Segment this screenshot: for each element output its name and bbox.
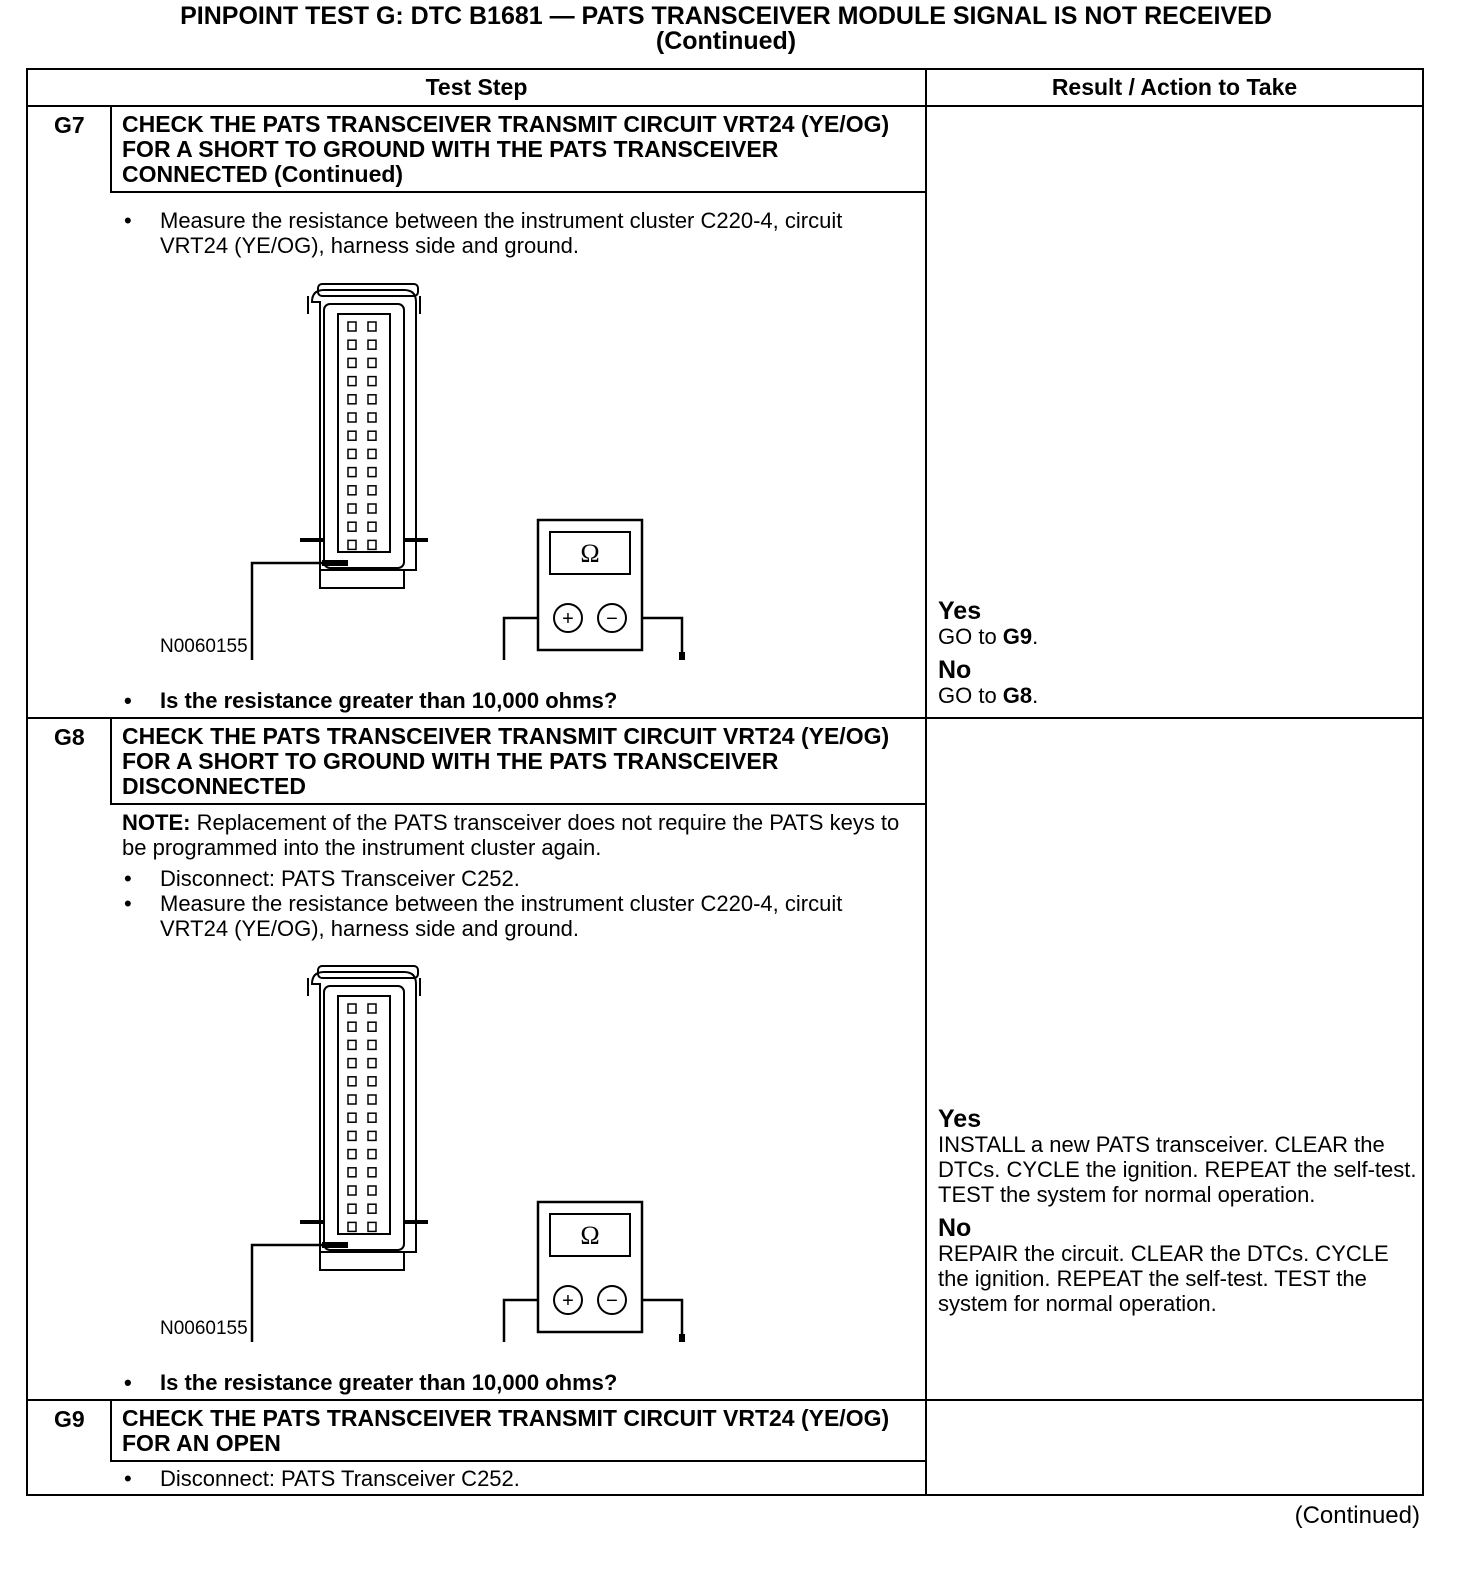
- header-result-action: Result / Action to Take: [1051, 74, 1298, 100]
- multimeter: [538, 520, 642, 650]
- connector-pin: [368, 449, 376, 458]
- g7-result: [938, 598, 1418, 708]
- g8-yes-label: Yes: [938, 1105, 982, 1133]
- footer-continued: (Continued): [1294, 1502, 1420, 1529]
- connector-pin: [368, 1113, 376, 1122]
- connector-pin: [368, 1022, 376, 1031]
- connector-pin: [368, 340, 376, 349]
- g7-no-label: No: [938, 656, 972, 684]
- connector-pin: [348, 1059, 356, 1068]
- connector-pin: [348, 1113, 356, 1122]
- step-body-g7: [122, 208, 902, 258]
- g8-question: • Is the resistance greater than 10,000 ohms?: [122, 1370, 902, 1395]
- connector-pin: [348, 1168, 356, 1177]
- connector-pin: [368, 413, 376, 422]
- connector-pin: [348, 1040, 356, 1049]
- connector-pin: [368, 431, 376, 440]
- id-divider-g8: [110, 718, 112, 804]
- plus-terminal: +: [562, 1290, 574, 1312]
- connector-pin: [348, 1186, 356, 1195]
- title-line-2: (Continued): [655, 27, 797, 55]
- g7-figure-id: N0060155: [160, 636, 248, 657]
- connector-c220: [300, 284, 428, 588]
- step-id-g7: G7: [54, 112, 85, 138]
- connector-pin: [348, 377, 356, 386]
- connector-c220: [300, 966, 428, 1270]
- connector-pin: [368, 1204, 376, 1213]
- connector-pin: [348, 395, 356, 404]
- connector-pin: [368, 377, 376, 386]
- ohm-symbol: Ω: [580, 1221, 600, 1250]
- id-divider-g7: [110, 106, 112, 192]
- minus-terminal: −: [606, 1290, 618, 1312]
- g8-title-divider: [110, 803, 925, 805]
- connector-pin: [368, 504, 376, 513]
- connector-pin: [348, 431, 356, 440]
- connector-pin: [348, 522, 356, 531]
- column-divider: [925, 70, 927, 1494]
- connector-pin: [368, 1095, 376, 1104]
- connector-pin: [368, 1168, 376, 1177]
- step-title-g8: CHECK THE PATS TRANSCEIVER TRANSMIT CIRCUIT VRT24 (YE/OG) FOR A SHORT TO GROUND WITH THE PATS TRANSCEIVER DISCONNECTED: [122, 723, 890, 799]
- connector-pin: [348, 322, 356, 331]
- g8-no-action: REPAIR the circuit. CLEAR the DTCs. CYCLE the ignition. REPEAT the self-test. TEST the system for normal operation.: [938, 1241, 1389, 1316]
- connector-pin: [368, 1040, 376, 1049]
- header-divider: [28, 105, 1422, 107]
- connector-pin: [348, 358, 356, 367]
- g7-yes-target: G9: [1002, 624, 1033, 649]
- connector-pin: [368, 1222, 376, 1231]
- g7-row-divider: [28, 717, 1422, 719]
- g9-bullet-1: • Disconnect: PATS Transceiver C252.: [122, 1466, 902, 1491]
- step-title-g9: CHECK THE PATS TRANSCEIVER TRANSMIT CIRCUIT VRT24 (YE/OG) FOR AN OPEN: [122, 1405, 890, 1456]
- connector-pin: [368, 1004, 376, 1013]
- connector-pin: [368, 358, 376, 367]
- connector-pin: [348, 540, 356, 549]
- connector-pin: [348, 504, 356, 513]
- g7-no-action: GO to G8.: [938, 683, 1039, 708]
- connector-pin: [348, 413, 356, 422]
- g8-bullet-1: • Disconnect: PATS Transceiver C252.: [122, 866, 902, 891]
- g7-no-target: G8: [1002, 683, 1033, 708]
- step-body-g8: [122, 810, 902, 941]
- connector-pin: [348, 1222, 356, 1231]
- connector-pin: [368, 540, 376, 549]
- connector-pin: [368, 1077, 376, 1086]
- connector-pins: [348, 1004, 376, 1231]
- minus-terminal: −: [606, 608, 618, 630]
- connector-pin: [348, 1022, 356, 1031]
- connector-pin: [348, 468, 356, 477]
- step-title-g7: CHECK THE PATS TRANSCEIVER TRANSMIT CIRCUIT VRT24 (YE/OG) FOR A SHORT TO GROUND WITH THE PATS TRANSCEIVER CONNECTED (Continued): [122, 111, 890, 187]
- g8-figure-id: N0060155: [160, 1318, 248, 1339]
- g7-question: • Is the resistance greater than 10,000 ohms?: [122, 688, 902, 713]
- g8-row-divider: [28, 1399, 1422, 1401]
- title-line-1: PINPOINT TEST G: DTC B1681 — PATS TRANSCEIVER MODULE SIGNAL IS NOT RECEIVED: [180, 2, 1272, 30]
- g8-result: [938, 1106, 1418, 1316]
- connector-pin: [348, 1095, 356, 1104]
- g8-note: NOTE: Replacement of the PATS transceiver does not require the PATS keys to be programmed into the instrument cluster again.: [122, 810, 900, 860]
- connector-pin: [348, 1204, 356, 1213]
- connector-pin: [368, 486, 376, 495]
- step-id-g8: G8: [54, 724, 85, 750]
- header-test-step: Test Step: [425, 74, 528, 100]
- g9-title-divider: [110, 1460, 925, 1462]
- connector-pin: [348, 1004, 356, 1013]
- step-body-g9: [122, 1466, 902, 1491]
- page-title: [0, 4, 1452, 54]
- g8-no-label: No: [938, 1214, 972, 1242]
- g7-title-divider: [110, 191, 925, 193]
- connector-pin: [348, 1131, 356, 1140]
- connector-pin: [348, 449, 356, 458]
- connector-pin: [368, 395, 376, 404]
- connector-pin: [368, 1131, 376, 1140]
- connector-pin: [368, 1059, 376, 1068]
- g8-bullet-2: • Measure the resistance between the instrument cluster C220-4, circuit VRT24 (YE/OG), harness side and ground.: [122, 891, 902, 941]
- test-table: [26, 68, 1424, 1496]
- connector-pin: [368, 1150, 376, 1159]
- connector-pin: [368, 468, 376, 477]
- g7-yes-label: Yes: [938, 597, 982, 625]
- g8-connector-diagram: [238, 962, 708, 1342]
- connector-pin: [348, 340, 356, 349]
- step-id-g9: G9: [54, 1406, 85, 1432]
- connector-pin: [348, 1077, 356, 1086]
- connector-pin: [368, 322, 376, 331]
- g7-connector-diagram: [238, 280, 708, 660]
- connector-pin: [348, 486, 356, 495]
- connector-pins: [348, 322, 376, 549]
- connector-pin: [368, 1186, 376, 1195]
- g7-bullet-1: • Measure the resistance between the instrument cluster C220-4, circuit VRT24 (YE/OG), harness side and ground.: [122, 208, 902, 258]
- connector-pin: [348, 1150, 356, 1159]
- id-divider-g9: [110, 1400, 112, 1462]
- g8-yes-action: INSTALL a new PATS transceiver. CLEAR the DTCs. CYCLE the ignition. REPEAT the self-test. TEST the system for normal operation.: [938, 1132, 1417, 1207]
- multimeter: [538, 1202, 642, 1332]
- connector-pin: [368, 522, 376, 531]
- g7-yes-action: GO to G9.: [938, 624, 1039, 649]
- ohm-symbol: Ω: [580, 539, 600, 568]
- plus-terminal: +: [562, 608, 574, 630]
